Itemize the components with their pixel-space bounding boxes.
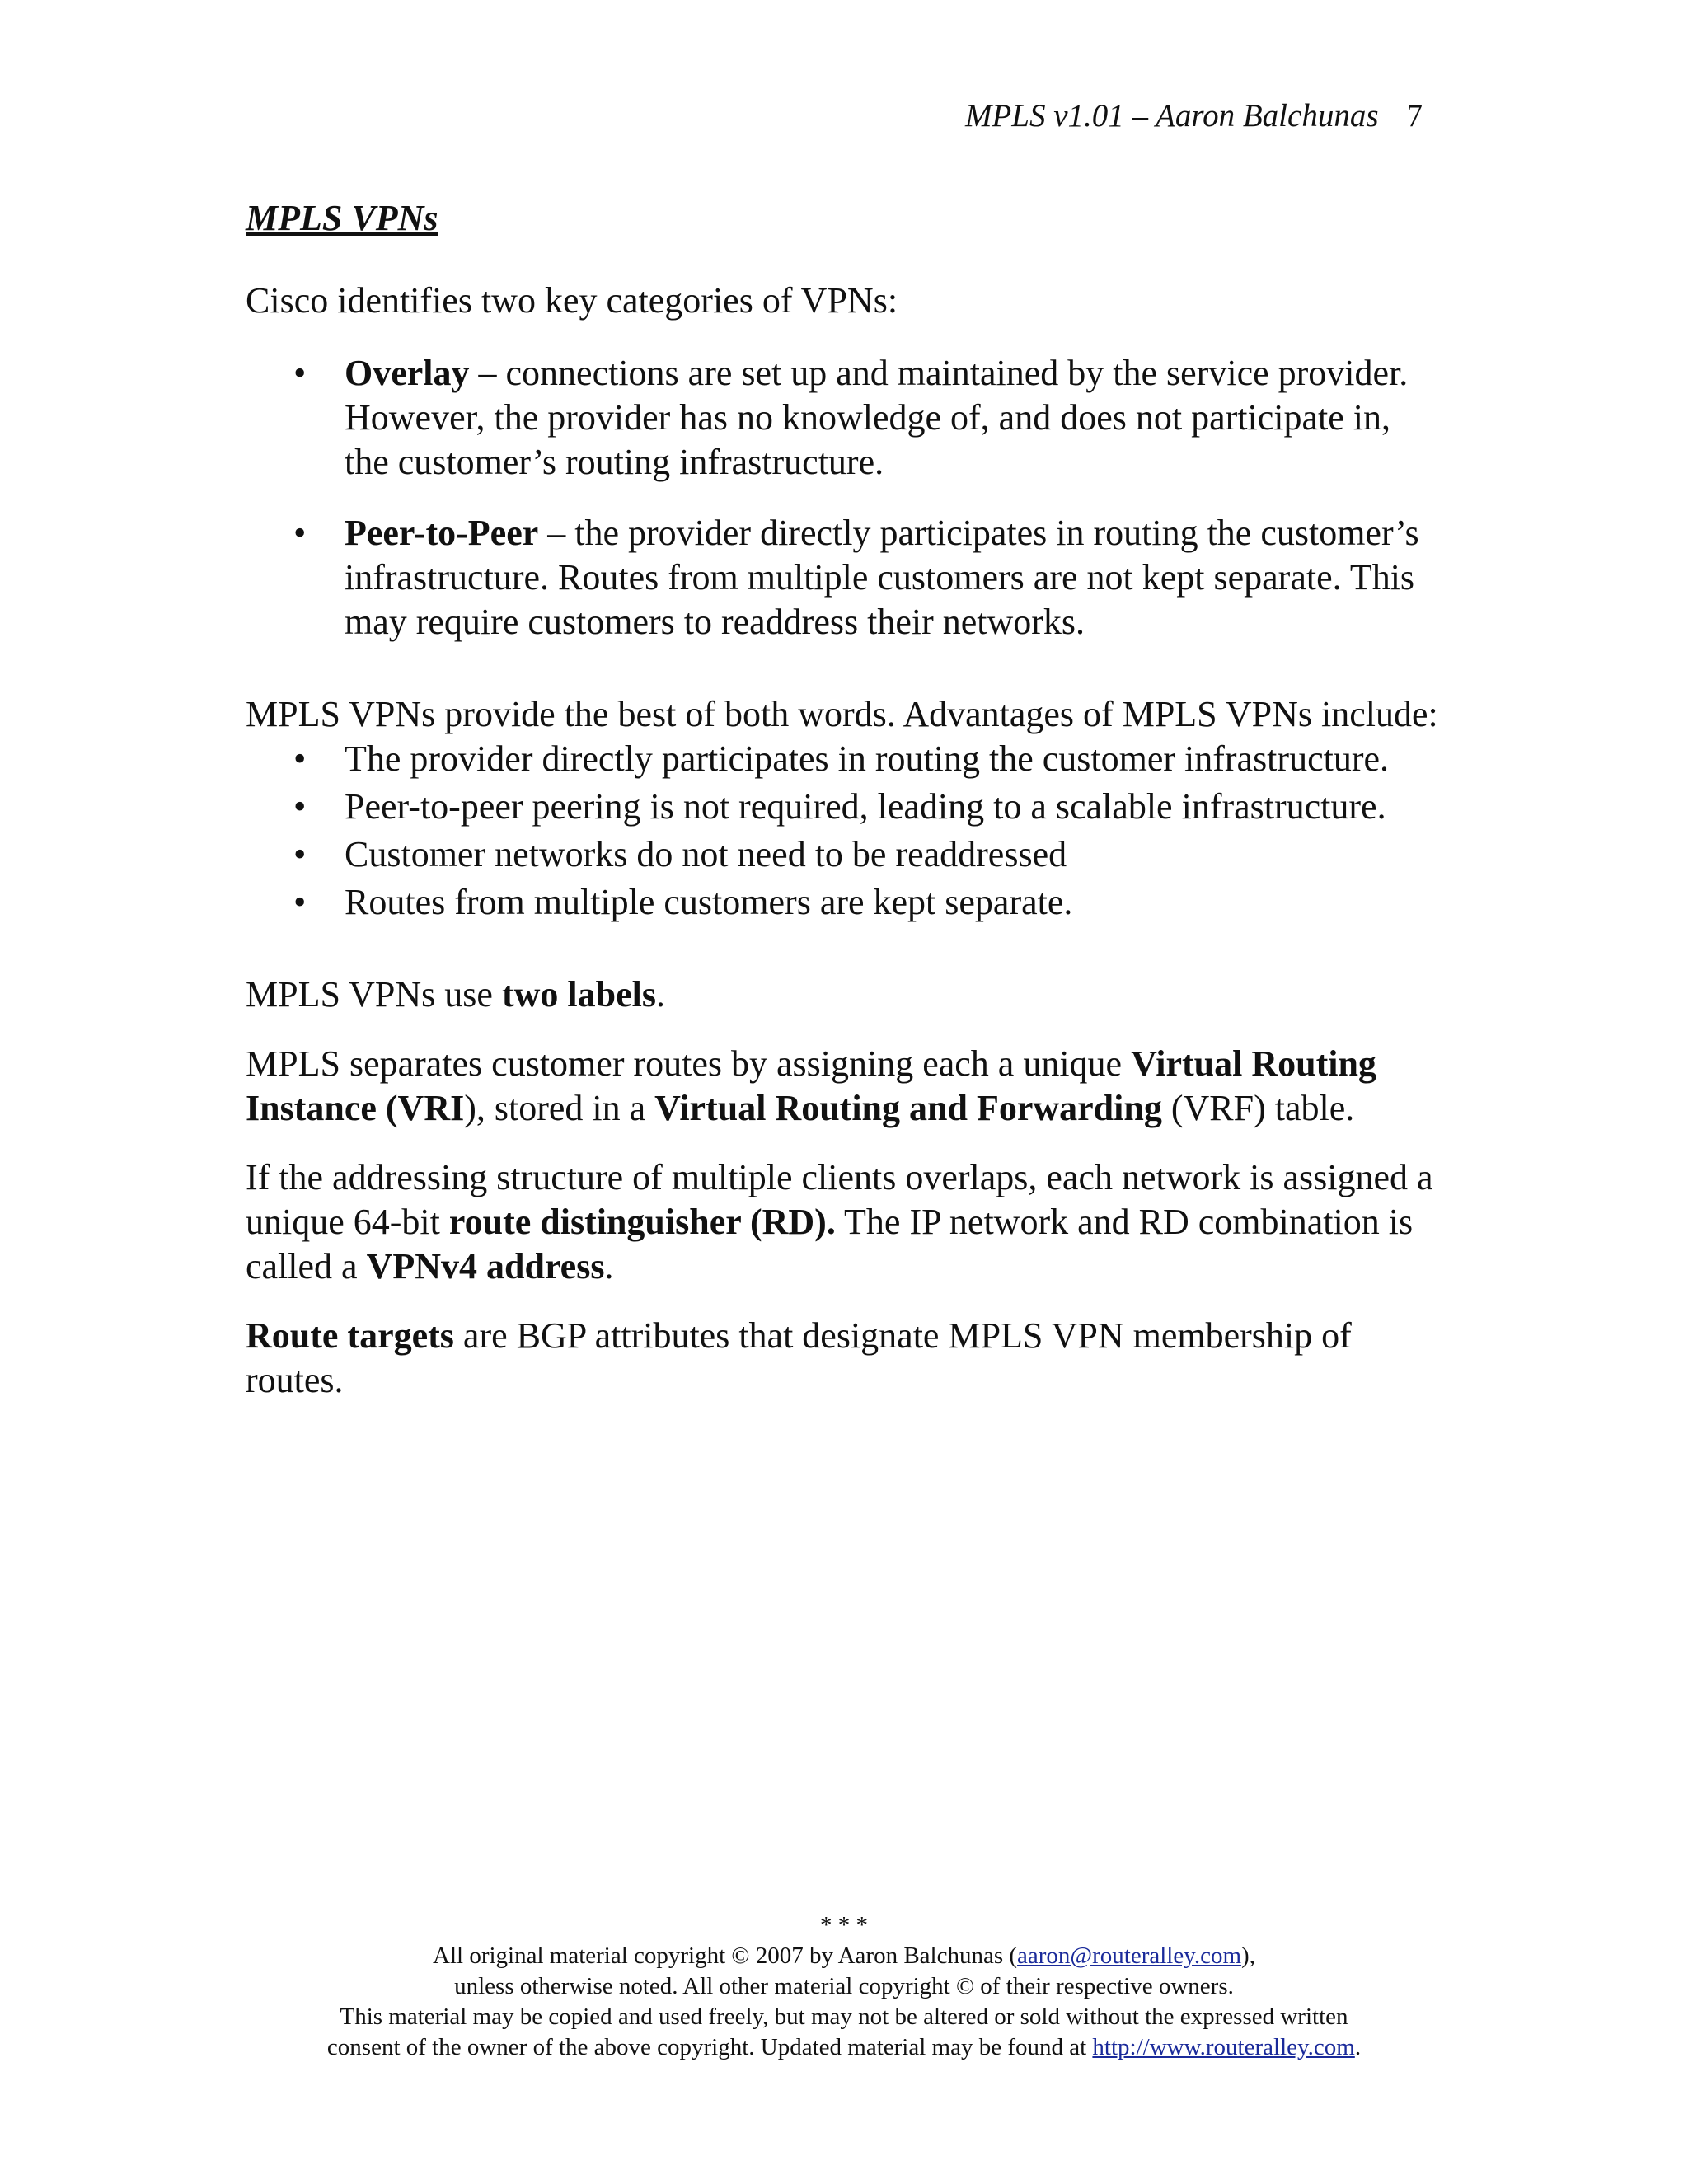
- advantage-text: Peer-to-peer peering is not required, leading to a scalable infrastructure.: [345, 786, 1386, 827]
- text-run: .: [604, 1246, 614, 1286]
- bold-run: Route targets: [246, 1315, 454, 1356]
- vrf-paragraph: [246, 1042, 1442, 1131]
- text-run: The IP network and RD combination is called a: [246, 1202, 1414, 1286]
- text-run: MPLS separates customer routes by assigning each a unique: [246, 1043, 1132, 1084]
- list-item: [246, 832, 1442, 877]
- intro-paragraph: Cisco identifies two key categories of VPNs:: [246, 280, 898, 321]
- bold-run: VPNv4 address: [366, 1246, 605, 1286]
- text-run: If the addressing structure of multiple clients overlaps, each network is assigned a unique 64-bit: [246, 1157, 1433, 1242]
- category-term: Overlay –: [345, 353, 497, 393]
- email-link[interactable]: aaron@routeralley.com: [1017, 1943, 1242, 1969]
- footer-line-2: unless otherwise noted. All other material copyright © of their respective owners.: [454, 1973, 1234, 1999]
- footer-line-3: This material may be copied and used freely, but may not be altered or sold without the expressed written: [340, 2004, 1348, 2030]
- footer-separator: * * *: [820, 1912, 868, 1938]
- category-text: connections are set up and maintained by the service provider. However, the provider has no knowledge of, and does not participate in, the customer’s routing infrastructure.: [345, 353, 1409, 482]
- bullet-icon: •: [293, 786, 307, 827]
- bold-run: two labels: [501, 974, 656, 1015]
- bullet-icon: •: [293, 834, 307, 874]
- list-item: [246, 351, 1442, 485]
- page-number: 7: [1406, 98, 1423, 134]
- text-run: (VRF) table.: [1161, 1088, 1355, 1128]
- advantages-intro: MPLS VPNs provide the best of both words. Advantages of MPLS VPNs include:: [246, 694, 1438, 734]
- route-targets-paragraph: [246, 1314, 1442, 1403]
- text-run: ), stored in a: [464, 1088, 655, 1128]
- bullet-icon: •: [293, 738, 307, 779]
- category-text: – the provider directly participates in routing the customer’s infrastructure. Routes from multiple customers are not kept separate. This may require customers to readdress their networks.: [345, 513, 1419, 642]
- bold-run: route distinguisher (RD).: [448, 1202, 836, 1242]
- footer-line-4: [0, 2032, 1688, 2063]
- vpn-categories-list: [246, 351, 1442, 644]
- bold-run: Virtual Routing Instance (VRI: [246, 1043, 1376, 1128]
- text-run: .: [655, 974, 665, 1015]
- website-link[interactable]: http://www.routeralley.com: [1092, 2034, 1355, 2060]
- list-item: [246, 880, 1442, 925]
- running-header: [965, 97, 1423, 134]
- text-run: are BGP attributes that designate MPLS VPN membership of routes.: [246, 1315, 1352, 1400]
- section-title: MPLS VPNs: [246, 198, 438, 238]
- bullet-icon: •: [293, 882, 307, 922]
- bullet-icon: •: [293, 513, 307, 553]
- text-run: .: [1354, 2034, 1362, 2060]
- text-run: MPLS VPNs use: [246, 974, 502, 1015]
- bold-run: Virtual Routing and Forwarding: [654, 1088, 1162, 1128]
- advantages-list: [246, 737, 1442, 925]
- advantage-text: Customer networks do not need to be readdressed: [345, 834, 1067, 874]
- rd-paragraph: [246, 1155, 1442, 1289]
- running-title: MPLS v1.01 – Aaron Balchunas: [964, 98, 1379, 134]
- list-item: [246, 785, 1442, 829]
- copyright-footer: [0, 1910, 1688, 2063]
- list-item: [246, 511, 1442, 644]
- main-content: [246, 196, 1442, 1403]
- text-run: All original material copyright © 2007 by Aaron Balchunas (: [433, 1943, 1018, 1969]
- labels-paragraph: [246, 972, 1442, 1017]
- footer-line-1: [0, 1941, 1688, 1971]
- advantage-text: Routes from multiple customers are kept separate.: [345, 882, 1073, 922]
- text-run: ),: [1241, 1943, 1255, 1969]
- advantage-text: The provider directly participates in routing the customer infrastructure.: [345, 738, 1389, 779]
- text-run: consent of the owner of the above copyright. Updated material may be found at: [326, 2034, 1093, 2060]
- category-term: Peer-to-Peer: [345, 513, 539, 553]
- bullet-icon: •: [293, 353, 307, 393]
- list-item: [246, 737, 1442, 781]
